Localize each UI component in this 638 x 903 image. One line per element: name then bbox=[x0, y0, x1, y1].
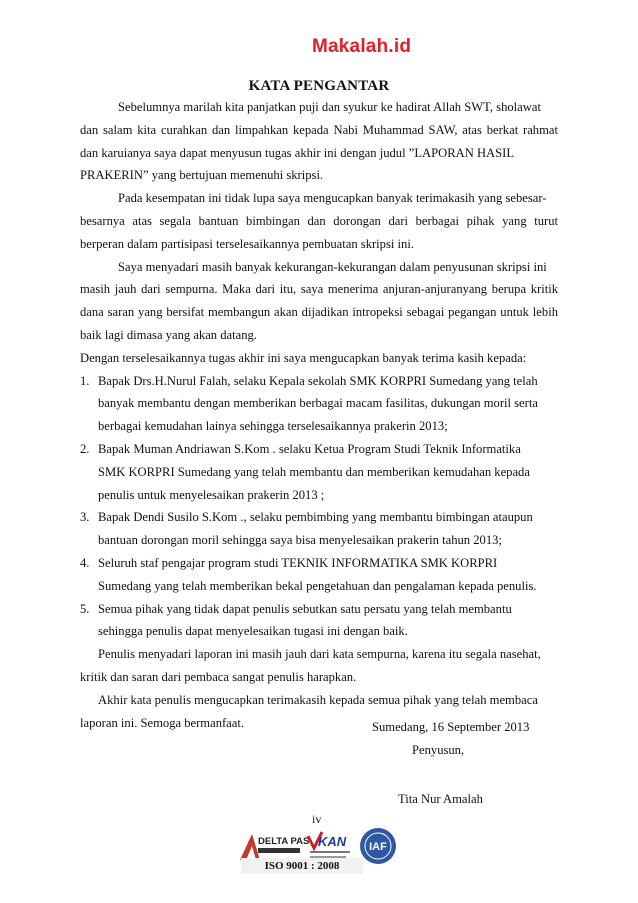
paragraph-line: dan salam kita curahkan dan limpahkan kepada Nabi Muhammad SAW, atas berkat rahmat bbox=[80, 122, 558, 137]
list-item-line: berbagai kemudahan lainya sehingga terselesaikannya prakerin 2013; bbox=[98, 419, 448, 434]
list-item-line: bantuan dorongan moril sehingga saya bisa menyelesaikan prakerin tahun 2013; bbox=[98, 533, 502, 548]
iso-certification-label: ISO 9001 : 2008 bbox=[241, 858, 363, 874]
paragraph-line: dana saran yang bersifat membangun akan dijadikan intropeksi sebagai pegangan untuk lebih bbox=[80, 305, 558, 320]
signature-role: Penyusun, bbox=[412, 743, 465, 757]
paragraph-line: Sebelumnya marilah kita panjatkan puji dan syukur ke hadirat Allah SWT, sholawat bbox=[118, 100, 541, 114]
list-item: 4. Seluruh staf pengajar program studi TEKNIK INFORMATIKA SMK KORPRI bbox=[80, 555, 498, 570]
page-title: KATA PENGANTAR bbox=[248, 78, 390, 94]
document-body bbox=[80, 96, 558, 734]
svg-text:DELTA PAS: DELTA PAS bbox=[258, 836, 310, 847]
list-item-line: Sumedang yang telah memberikan bekal pengetahuan dan pengalaman kepada penulis. bbox=[98, 578, 537, 593]
paragraph-line: Saya menyadari masih banyak kekurangan-kekurangan dalam penyusunan skripsi ini bbox=[118, 259, 547, 274]
paragraph-line: masih jauh dari sempurna. Maka dari itu, saya menerima anjuran-anjuranyang berupa kritik bbox=[80, 282, 558, 297]
paragraph-line: Penulis menyadari laporan ini masih jauh dari kata sempurna, karena itu segala nasehat, bbox=[98, 647, 541, 662]
paragraph-line: Dengan terselesaikannya tugas akhir ini saya mengucapkan banyak terima kasih kepada: bbox=[80, 350, 527, 365]
paragraph-line: laporan ini. Semoga bermanfaat. bbox=[80, 715, 245, 730]
signature-place-date: Sumedang, 16 September 2013 bbox=[372, 720, 530, 734]
svg-text:IAF: IAF bbox=[369, 841, 387, 853]
paragraph-line: Pada kesempatan ini tidak lupa saya mengucapkan banyak terimakasih yang sebesar- bbox=[118, 191, 547, 206]
list-item-line: SMK KORPRI Sumedang yang telah membantu dan memberikan kemudahan kepada bbox=[98, 464, 530, 479]
paragraph-line: berperan dalam partisipasi terselesaikannya pembuatan skripsi ini. bbox=[80, 236, 414, 251]
paragraph-line: PRAKERIN” yang bertujuan memenuhi skripsi. bbox=[80, 168, 324, 183]
iaf-logo bbox=[358, 826, 398, 866]
brand-logo: Makalah.id bbox=[312, 36, 412, 57]
paragraph-line: besarnya atas segala bantuan bimbingan dan dorongan dari berbagai pihak yang turut bbox=[80, 213, 558, 228]
paragraph-line: baik lagi dimasa yang akan datang. bbox=[80, 327, 257, 342]
signature-name: Tita Nur Amalah bbox=[398, 792, 483, 806]
list-item-line: banyak membantu dengan memberikan berbagai macam fasilitas, dukungan moril serta bbox=[98, 396, 538, 411]
delta-pas-logo bbox=[238, 828, 310, 862]
list-item: 1. Bapak Drs.H.Nurul Falah, selaku Kepala sekolah SMK KORPRI Sumedang yang telah bbox=[80, 373, 538, 388]
list-item-line: penulis untuk menyelesaikan prakerin 2013 ; bbox=[98, 487, 325, 502]
list-item: 5. Semua pihak yang tidak dapat penulis sebutkan satu persatu yang telah membantu bbox=[80, 601, 512, 616]
paragraph-line: Akhir kata penulis mengucapkan terimakasih kepada semua pihak yang telah membaca bbox=[98, 692, 538, 707]
page-number: iv bbox=[312, 812, 322, 826]
paragraph-line: dan karuianya saya dapat menyusun tugas akhir ini dengan judul ”LAPORAN HASIL bbox=[80, 145, 515, 160]
paragraph-line: kritik dan saran dari pembaca sangat penulis harapkan. bbox=[80, 669, 357, 684]
list-item: 3. Bapak Dendi Susilo S.Kom ., selaku pembimbing yang membantu bimbingan ataupun bbox=[80, 510, 533, 525]
list-item: 2. Bapak Muman Andriawan S.Kom . selaku Ketua Program Studi Teknik Informatika bbox=[80, 441, 521, 456]
svg-text:KAN: KAN bbox=[318, 834, 347, 849]
list-item-line: sehingga penulis dapat menyelesaikan tugasi ini dengan baik. bbox=[98, 624, 408, 639]
